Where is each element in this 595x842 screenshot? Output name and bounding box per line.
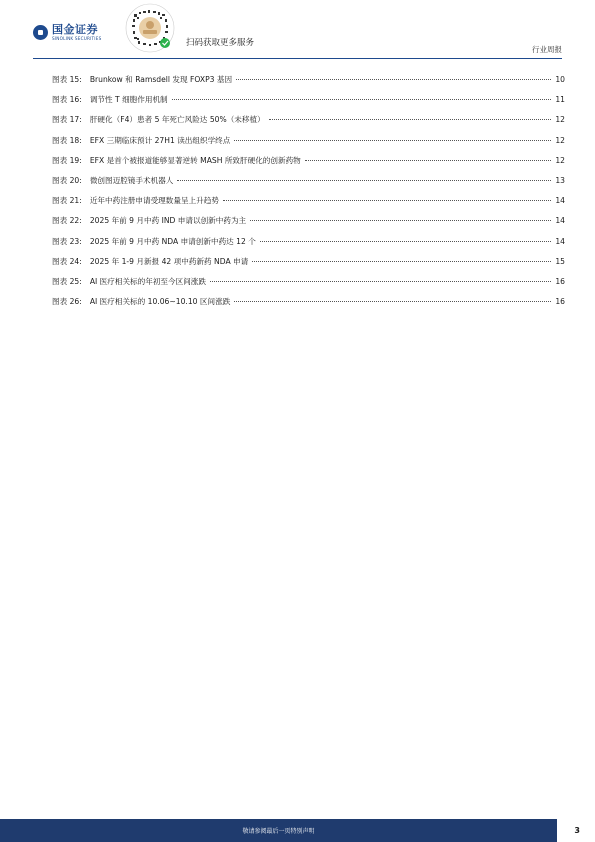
- toc-label: 图表 26:: [52, 297, 82, 307]
- toc-page: 14: [555, 236, 565, 246]
- toc-page: 15: [555, 256, 565, 266]
- toc-label: 图表 19:: [52, 155, 82, 165]
- toc-leader: [236, 79, 551, 80]
- toc-page: 14: [555, 196, 565, 206]
- toc-row[interactable]: [52, 236, 565, 256]
- toc-page: 10: [555, 75, 565, 84]
- qr-code-icon[interactable]: [125, 3, 175, 53]
- toc-page: 11: [555, 95, 565, 105]
- toc-title: 2025 年 1-9 月新报 42 项中药新药 NDA 申请: [89, 256, 249, 266]
- toc-label: 图表 22:: [52, 216, 82, 226]
- logo-name-en: SINOLINK SECURITIES: [52, 36, 102, 41]
- company-logo: [33, 24, 101, 41]
- toc-page: 16: [555, 276, 565, 286]
- toc-page: 12: [555, 155, 565, 165]
- toc-row[interactable]: [52, 94, 565, 114]
- toc-title: EFX 是首个被报道能够显著逆转 MASH 所致肝硬化的创新药物: [89, 155, 301, 165]
- toc-leader: [305, 160, 552, 161]
- toc-label: 图表 24:: [52, 256, 82, 266]
- toc-title: 近年中药注册申请受理数量呈上升趋势: [89, 196, 219, 206]
- report-type-label: 行业周报: [532, 45, 562, 54]
- page-number: 3: [574, 826, 580, 835]
- toc-label: 图表 21:: [52, 196, 82, 206]
- page-header: [0, 0, 595, 62]
- toc-leader: [234, 140, 551, 141]
- qr-caption: 扫码获取更多服务: [186, 38, 255, 48]
- toc-page: 12: [555, 115, 565, 125]
- toc-title: 2025 年前 9 月中药 IND 申请以创新中药为主: [89, 216, 247, 226]
- toc-label: 图表 18:: [52, 135, 82, 145]
- toc-page: 12: [555, 135, 565, 145]
- toc-label: 图表 16:: [52, 95, 82, 105]
- toc-title: 微创图迈腔镜手术机器人: [89, 175, 174, 185]
- toc-leader: [250, 220, 551, 221]
- toc-title: AI 医疗相关标的年初至今区间涨跌: [89, 276, 206, 286]
- logo-mark-icon: [33, 25, 48, 40]
- toc-leader: [223, 200, 551, 201]
- toc-title: EFX 三期临床预计 27H1 读出组织学终点: [89, 135, 231, 145]
- toc-page: 13: [555, 175, 565, 185]
- toc-row[interactable]: [52, 276, 565, 296]
- toc-row[interactable]: [52, 135, 565, 155]
- toc-leader: [269, 119, 552, 120]
- toc-title: AI 医疗相关标的 10.06~10.10 区间涨跌: [89, 297, 231, 307]
- toc-leader: [252, 261, 551, 262]
- toc-label: 图表 17:: [52, 115, 82, 125]
- toc-row[interactable]: [52, 195, 565, 215]
- toc-row[interactable]: [52, 155, 565, 175]
- toc-row[interactable]: [52, 296, 565, 316]
- toc-leader: [177, 180, 551, 181]
- toc-leader: [172, 99, 552, 100]
- toc-row[interactable]: [52, 256, 565, 276]
- toc-label: 图表 23:: [52, 236, 82, 246]
- toc-leader: [210, 281, 551, 282]
- toc-label: 图表 20:: [52, 175, 82, 185]
- toc-row[interactable]: [52, 215, 565, 235]
- toc-row[interactable]: [52, 74, 565, 94]
- toc-label: 图表 25:: [52, 276, 82, 286]
- toc-title: 肝硬化（F4）患者 5 年死亡风险达 50%（未移植）: [89, 115, 265, 125]
- toc-leader: [260, 241, 551, 242]
- figure-index-list: [52, 74, 565, 316]
- toc-page: 16: [555, 297, 565, 307]
- footer-disclaimer: 敬请参阅最后一页特别声明: [242, 828, 315, 835]
- toc-page: 14: [555, 216, 565, 226]
- toc-title: 调节性 T 细胞作用机制: [89, 95, 168, 105]
- logo-name-cn: 国金证券: [52, 23, 98, 36]
- toc-row[interactable]: [52, 114, 565, 134]
- toc-leader: [234, 301, 551, 302]
- toc-label: 图表 15:: [52, 75, 82, 84]
- toc-title: Brunkow 和 Ramsdell 发现 FOXP3 基因: [89, 75, 233, 84]
- toc-row[interactable]: [52, 175, 565, 195]
- header-divider: [33, 58, 562, 59]
- toc-title: 2025 年前 9 月中药 NDA 申请创新中药达 12 个: [89, 236, 256, 246]
